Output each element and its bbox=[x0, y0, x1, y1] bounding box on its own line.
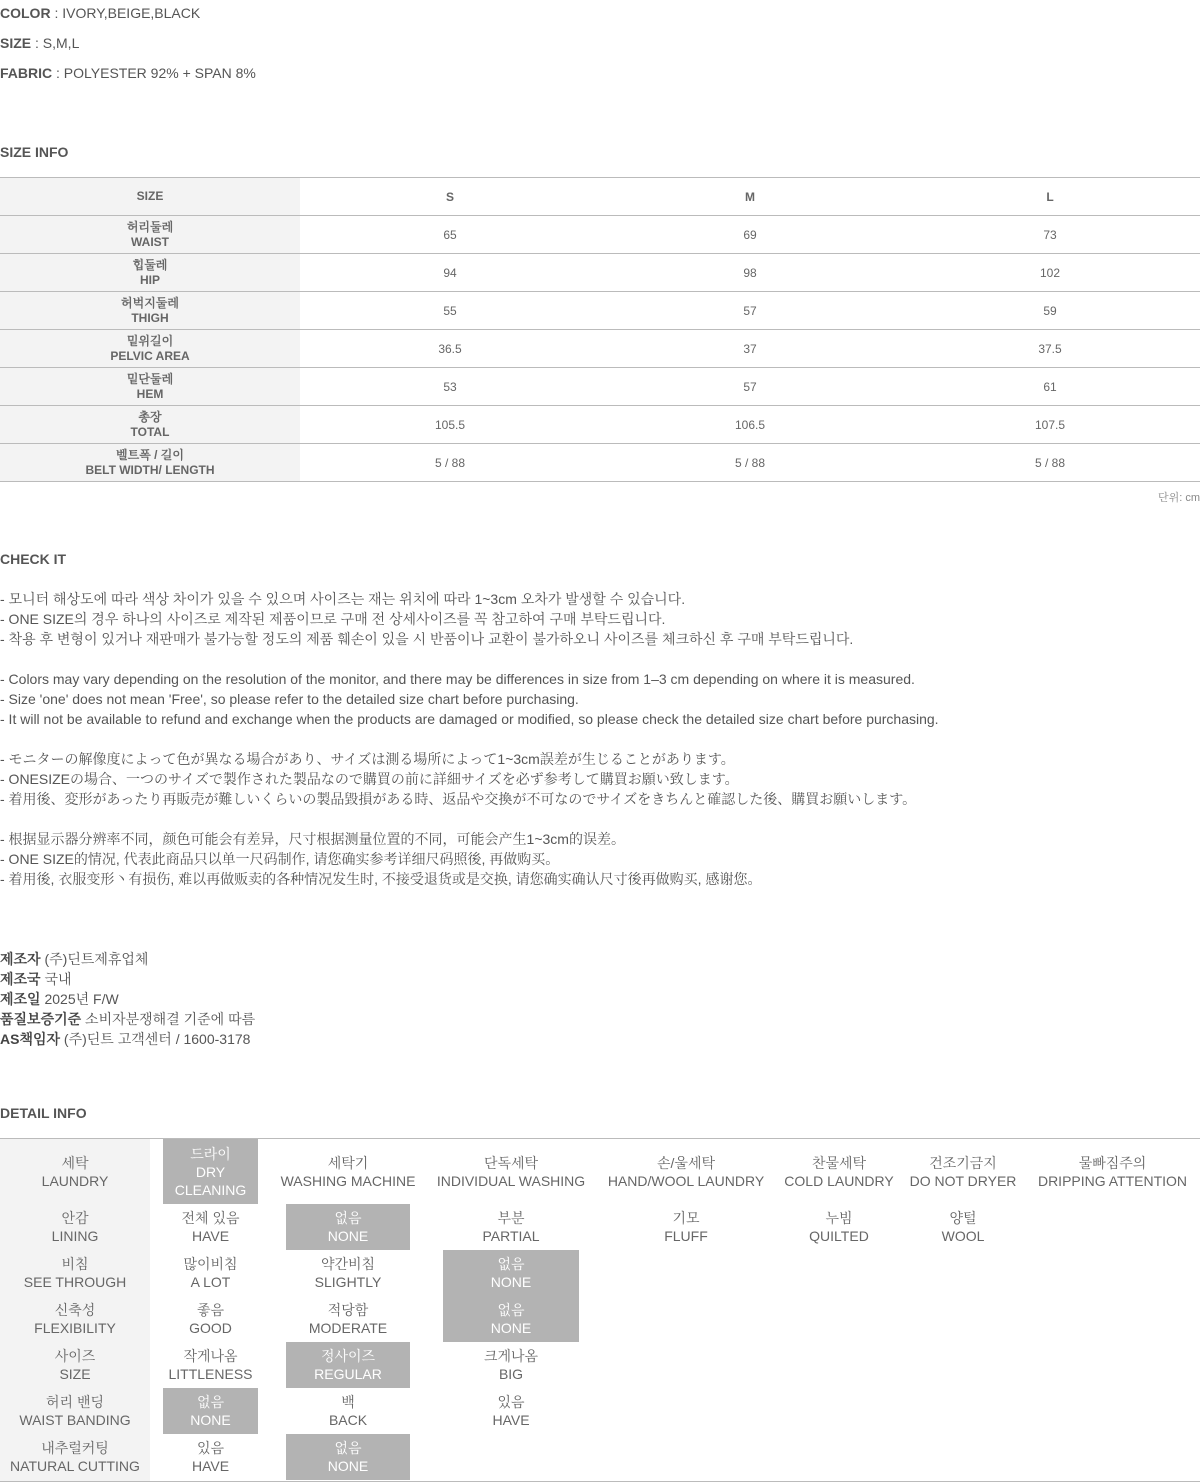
info-as: AS책임자 (주)딘트 고객센터 / 1600-3178 bbox=[0, 1031, 251, 1047]
size-row-label: 허벅지둘레 THIGH bbox=[0, 292, 300, 330]
detail-row-label: 세탁 LAUNDRY bbox=[41, 1154, 109, 1189]
detail-option: 있음 HAVE bbox=[492, 1394, 530, 1428]
size-cell: 59 bbox=[900, 292, 1200, 330]
size-row-label: 힙둘레 HIP bbox=[0, 254, 300, 292]
size-header-l: L bbox=[900, 178, 1200, 216]
detail-option: 있음 HAVE bbox=[191, 1440, 230, 1474]
detail-info-title: DETAIL INFO bbox=[0, 1105, 87, 1121]
size-row-total bbox=[0, 406, 1200, 444]
detail-option: 작게나옴 LITTLENESS bbox=[168, 1348, 253, 1382]
size-info-title: SIZE INFO bbox=[0, 144, 69, 160]
spec-fabric: FABRIC : POLYESTER 92% + SPAN 8% bbox=[0, 65, 256, 81]
detail-option-selected: 없음 NONE bbox=[443, 1296, 579, 1342]
size-cell: 36.5 bbox=[300, 330, 600, 368]
detail-option: 단독세탁 INDIVIDUAL WASHING bbox=[436, 1154, 586, 1189]
check-line: - 모니터 해상도에 따라 색상 차이가 있을 수 있으며 사이즈는 재는 위치에 따라 1~3cm 오차가 발생할 수 있습니다. bbox=[0, 591, 686, 607]
check-line: - ONE SIZE의 경우 하나의 사이즈로 제작된 제품이므로 구매 전 상세사이즈를 꼭 참고하여 구매 부탁드립니다. bbox=[0, 611, 666, 627]
detail-option: 누빔 QUILTED bbox=[809, 1210, 869, 1244]
detail-option: 적당함 MODERATE bbox=[308, 1302, 388, 1336]
detail-option: 물빠짐주의 DRIPPING ATTENTION bbox=[1037, 1154, 1188, 1189]
size-cell: 61 bbox=[900, 368, 1200, 406]
size-cell: 106.5 bbox=[600, 406, 900, 444]
check-line: - モニターの解像度によって色が異なる場合があり、サイズは測る場所によって1~3cm誤差が生じることがあります。 bbox=[0, 751, 735, 767]
detail-option: 건조기금지 DO NOT DRYER bbox=[909, 1154, 1017, 1189]
size-cell: 5 / 88 bbox=[300, 444, 600, 482]
detail-row-label: 신축성 FLEXIBILITY bbox=[34, 1302, 116, 1336]
size-row-label: 총장 TOTAL bbox=[0, 406, 300, 444]
spec-size: SIZE : S,M,L bbox=[0, 35, 80, 51]
detail-option: 약간비침 SLIGHTLY bbox=[314, 1256, 382, 1290]
check-line: - 根据显示器分辨率不同，颜色可能会有差异，尺寸根据测量位置的不同，可能会产生1~3cm的误差。 bbox=[0, 831, 625, 847]
size-cell: 102 bbox=[900, 254, 1200, 292]
check-it-text bbox=[0, 589, 939, 889]
size-table bbox=[0, 177, 1200, 482]
detail-option: 크게나옴 BIG bbox=[483, 1348, 539, 1382]
size-row-thigh bbox=[0, 292, 1200, 330]
size-cell: 107.5 bbox=[900, 406, 1200, 444]
detail-option: 백 BACK bbox=[328, 1394, 368, 1428]
size-row-hem bbox=[0, 368, 1200, 406]
size-cell: 105.5 bbox=[300, 406, 600, 444]
check-line: - 着用後、変形があったり再販売が難しいくらいの製品毀損がある時、返品や交換が不可なのでサイズをきちんと確認した後、購買お願いします。 bbox=[0, 791, 917, 807]
check-line bbox=[0, 649, 939, 669]
size-cell: 37 bbox=[600, 330, 900, 368]
detail-option-selected: 정사이즈 REGULAR bbox=[286, 1342, 410, 1388]
size-row-belt bbox=[0, 444, 1200, 482]
check-line: - 着用後, 衣服变形丶有损伤, 难以再做贩卖的各种情况发生时, 不接受退货或是交换, 请您确实确认尺寸後再做购买, 感谢您。 bbox=[0, 871, 762, 887]
detail-option-selected: 없음 NONE bbox=[443, 1250, 579, 1296]
size-cell: 73 bbox=[900, 216, 1200, 254]
size-cell: 37.5 bbox=[900, 330, 1200, 368]
check-line bbox=[0, 809, 939, 829]
detail-option: 좋음 GOOD bbox=[189, 1302, 232, 1336]
size-cell: 57 bbox=[600, 368, 900, 406]
detail-option-selected: 드라이 DRY CLEANING bbox=[163, 1139, 258, 1204]
size-row-label: 벨트폭 / 길이 BELT WIDTH/ LENGTH bbox=[0, 444, 300, 482]
check-line: - Size 'one' does not mean 'Free', so please refer to the detailed size chart before purchasing. bbox=[0, 691, 579, 707]
size-header-m: M bbox=[600, 178, 900, 216]
size-header-label: SIZE bbox=[0, 178, 300, 216]
detail-option: 부분 PARTIAL bbox=[482, 1210, 540, 1244]
detail-row-label: 허리 밴딩 WAIST BANDING bbox=[19, 1394, 131, 1428]
spec-color: COLOR : IVORY,BEIGE,BLACK bbox=[0, 5, 201, 21]
info-country: 제조국 국내 bbox=[0, 971, 72, 987]
detail-option: 전체 있음 HAVE bbox=[181, 1210, 240, 1244]
size-cell: 5 / 88 bbox=[600, 444, 900, 482]
detail-row-label: 비침 SEE THROUGH bbox=[23, 1256, 127, 1290]
info-date: 제조일 2025년 F/W bbox=[0, 991, 119, 1007]
product-info bbox=[0, 949, 255, 1049]
detail-option-selected: 없음 NONE bbox=[286, 1434, 410, 1480]
check-line bbox=[0, 729, 939, 749]
detail-option: 많이비침 A LOT bbox=[183, 1256, 238, 1290]
detail-row-label: 사이즈 SIZE bbox=[54, 1348, 96, 1382]
check-line: - Colors may vary depending on the resolution of the monitor, and there may be differences in size from 1–3 cm depending on where it is measured. bbox=[0, 671, 915, 687]
detail-option-selected: 없음 NONE bbox=[286, 1204, 410, 1250]
size-row-pelvic bbox=[0, 330, 1200, 368]
check-line: - ONESIZEの場合、一つのサイズで製作された製品なので購買の前に詳細サイズを必ず参考して購買お願い致します。 bbox=[0, 771, 739, 787]
detail-grid bbox=[0, 1138, 1200, 1482]
size-row-label: 허리둘레 WAIST bbox=[0, 216, 300, 254]
size-cell: 94 bbox=[300, 254, 600, 292]
detail-option: 세탁기 WASHING MACHINE bbox=[280, 1154, 416, 1189]
detail-option-selected: 없음 NONE bbox=[163, 1388, 258, 1434]
unit-note: 단위: cm bbox=[1157, 492, 1200, 504]
size-row-label: 밑단둘레 HEM bbox=[0, 368, 300, 406]
detail-row-label: 내추럴커팅 NATURAL CUTTING bbox=[10, 1440, 140, 1474]
size-row-label: 밑위길이 PELVIC AREA bbox=[0, 330, 300, 368]
size-cell: 5 / 88 bbox=[900, 444, 1200, 482]
size-cell: 53 bbox=[300, 368, 600, 406]
size-cell: 57 bbox=[600, 292, 900, 330]
size-row-waist bbox=[0, 216, 1200, 254]
size-cell: 65 bbox=[300, 216, 600, 254]
size-row-hip bbox=[0, 254, 1200, 292]
size-cell: 55 bbox=[300, 292, 600, 330]
detail-option: 찬물세탁 COLD LAUNDRY bbox=[784, 1154, 894, 1189]
check-it-title: CHECK IT bbox=[0, 551, 67, 567]
detail-option: 손/울세탁 HAND/WOOL LAUNDRY bbox=[607, 1154, 765, 1189]
detail-row-label: 안감 LINING bbox=[51, 1210, 99, 1244]
check-line: - 착용 후 변형이 있거나 재판매가 불가능할 정도의 제품 훼손이 있을 시 반품이나 교환이 불가하오니 사이즈를 체크하신 후 구매 부탁드립니다. bbox=[0, 631, 854, 647]
detail-option: 기모 FLUFF bbox=[664, 1210, 708, 1244]
check-line: - It will not be available to refund and exchange when the products are damaged or modified, so please check the detailed size chart before purchasing. bbox=[0, 711, 939, 727]
size-table-header bbox=[0, 178, 1200, 216]
check-line: - ONE SIZE的情况, 代表此商品只以单一尺码制作, 请您确实参考详细尺码照後, 再做购买。 bbox=[0, 851, 560, 867]
info-warranty: 품질보증기준 소비자분쟁해결 기준에 따름 bbox=[0, 1011, 256, 1027]
info-manufacturer: 제조자 (주)딘트제휴업체 bbox=[0, 951, 149, 967]
size-cell: 98 bbox=[600, 254, 900, 292]
size-cell: 69 bbox=[600, 216, 900, 254]
detail-option: 양털 WOOL bbox=[941, 1210, 985, 1244]
size-header-s: S bbox=[300, 178, 600, 216]
